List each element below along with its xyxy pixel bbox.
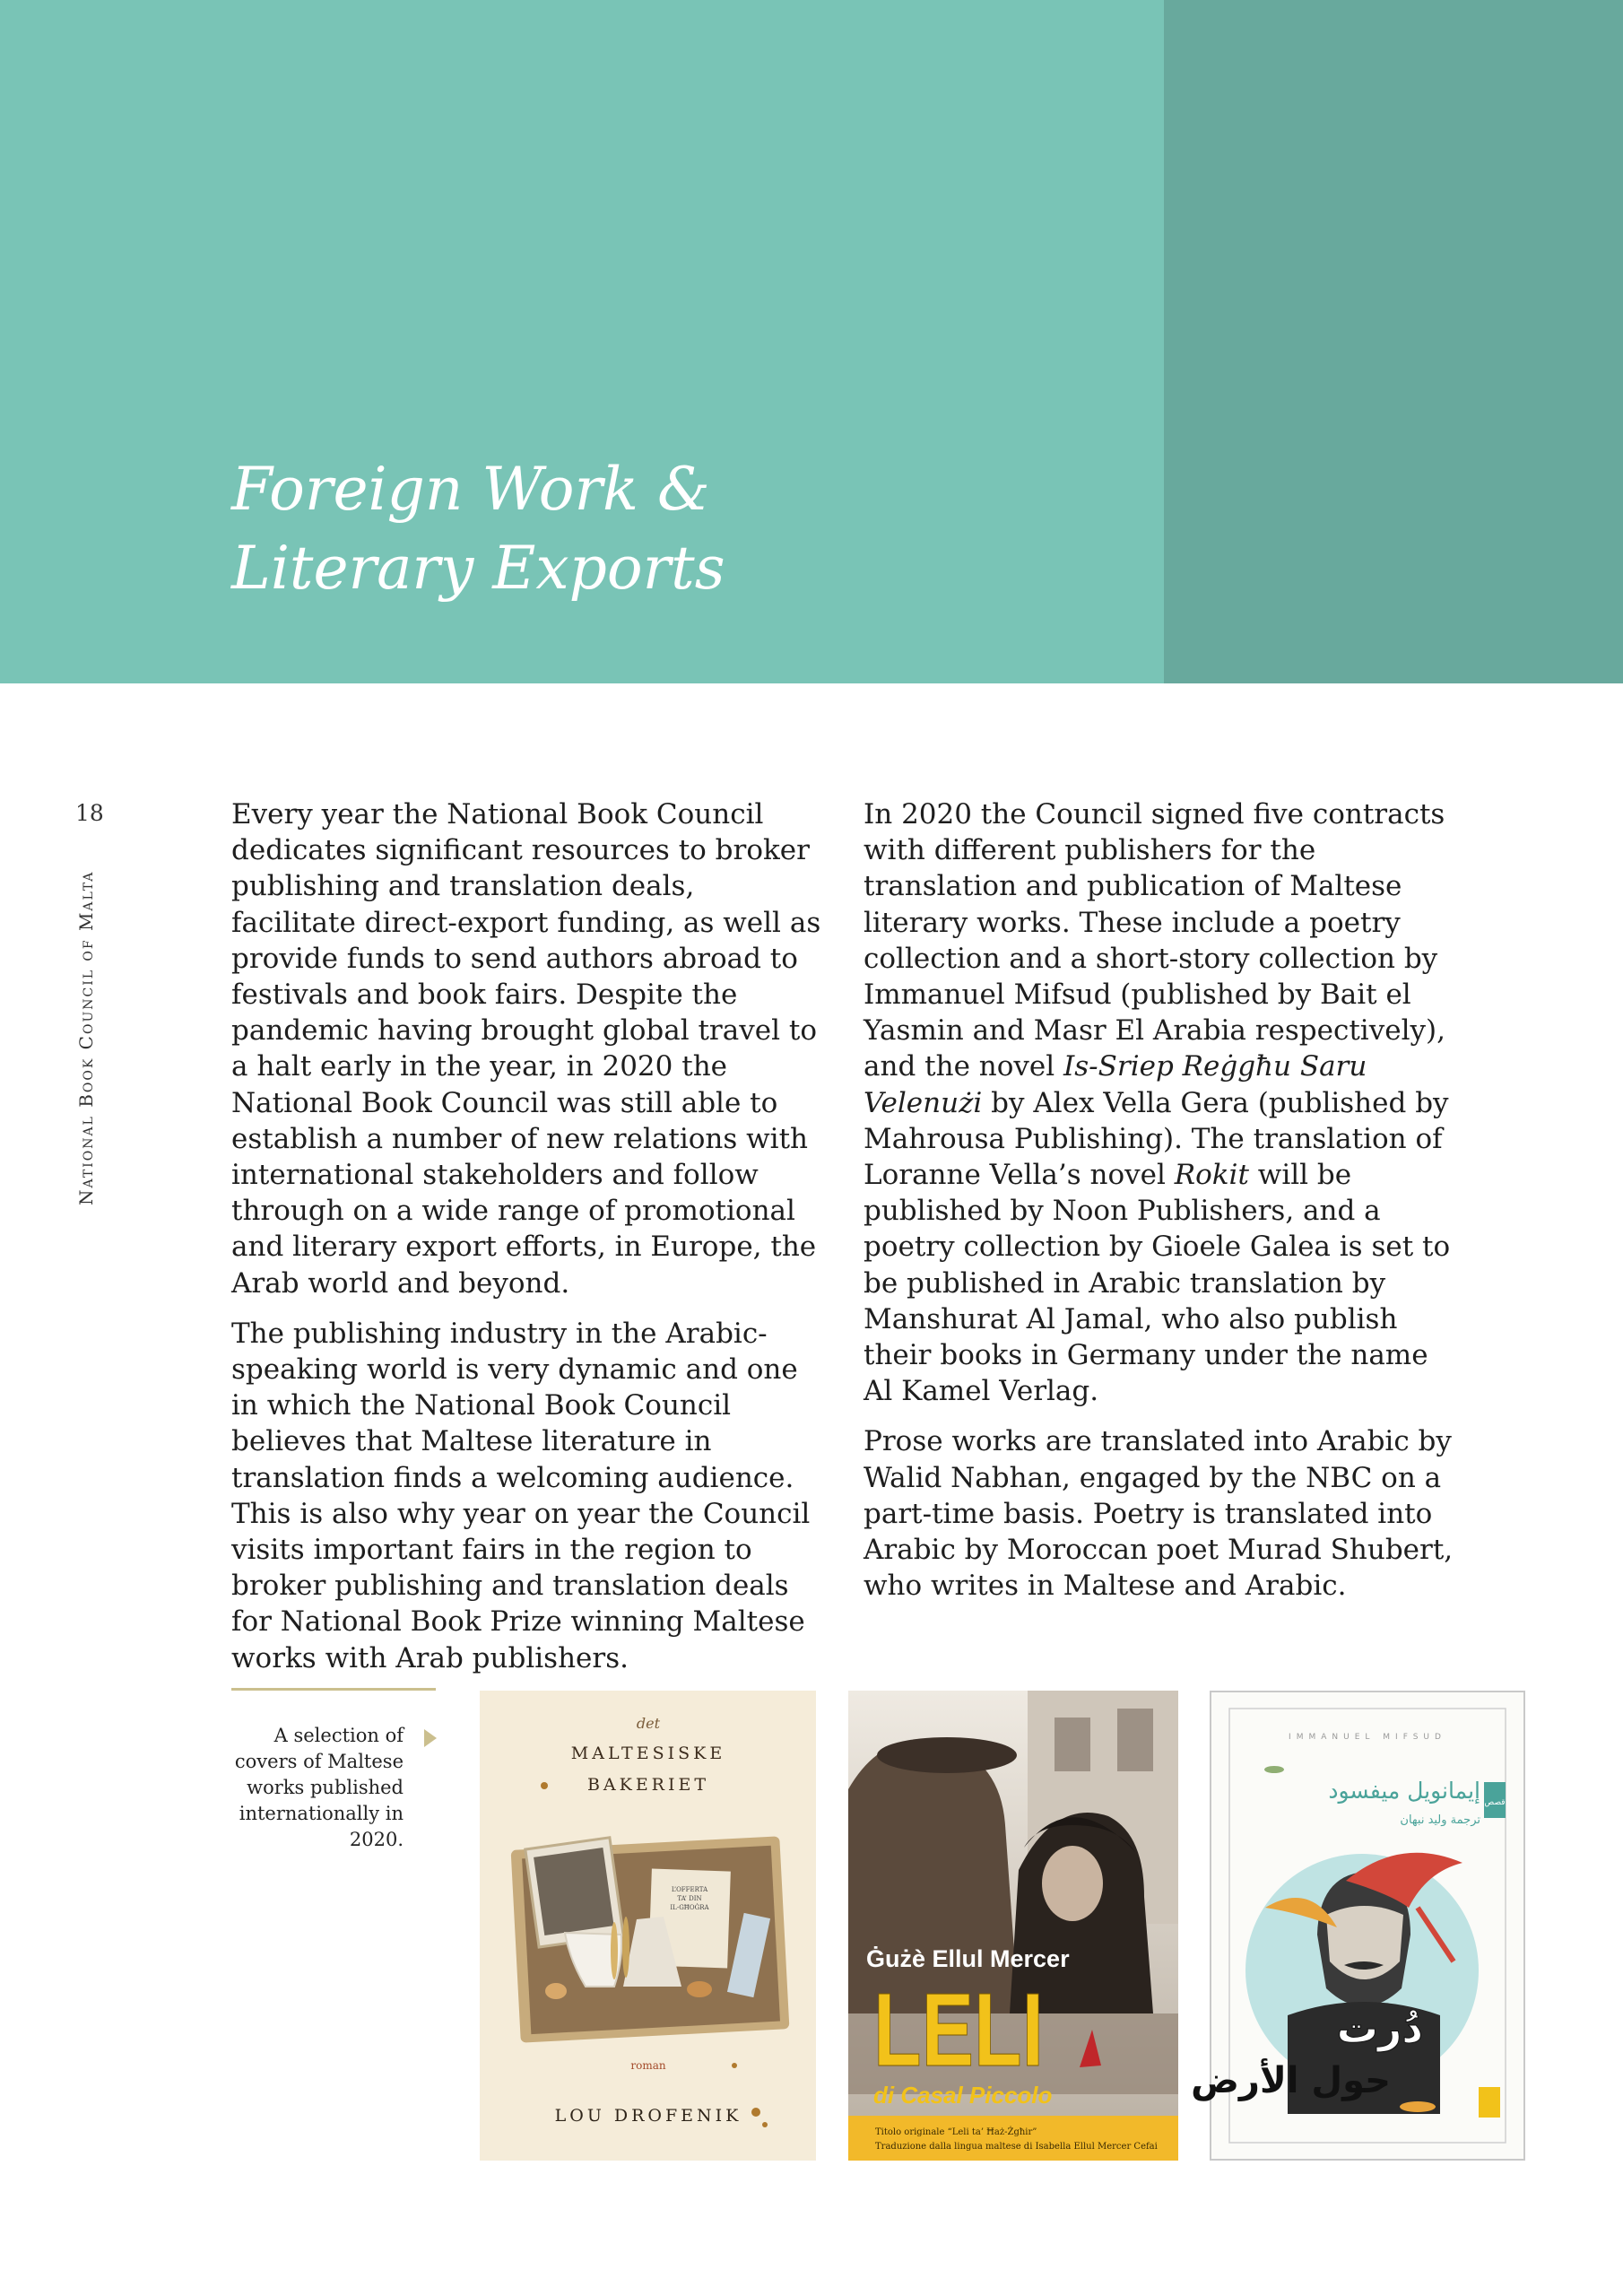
- page-title: [231, 450, 1038, 608]
- page-title-line-1: Foreign Work &: [231, 455, 710, 524]
- cover-pretitle: det: [636, 1715, 661, 1732]
- inner-book-label-2: TA’ DIN: [677, 1895, 702, 1902]
- paragraph: [864, 796, 1455, 1409]
- header-side-band: [1164, 0, 1623, 683]
- book-cover-maltesiske-bakeriet: [480, 1691, 816, 2161]
- cover-author-latin: IMMANUEL MIFSUD: [1289, 1733, 1446, 1742]
- text-run: by Alex Vella Gera (published by Mahrousa Publishing). The translation of Loranne Vella’s novel: [864, 1086, 1449, 1192]
- cover-art: [1191, 1692, 1523, 2159]
- cover-title-line-2: حول الأرض: [1191, 2060, 1391, 2101]
- book-cover-leli: [848, 1691, 1178, 2161]
- cover-title: LELI: [873, 1971, 1044, 2088]
- text-run: will be published by Noon Publishers, and a poetry collection by Gioele Galea is set to be published in Arabic translation by Manshurat Al Jamal, who also publish their books in Germany under the name Al Kamel Verlag.: [864, 1159, 1451, 1408]
- inner-book-label-3: IL-GĦOĠRA: [670, 1904, 709, 1911]
- book-title: Rokit: [1174, 1159, 1249, 1192]
- publisher-side-label: National Book Council of Malta: [75, 870, 97, 1205]
- cover-title-line-2: BAKERIET: [586, 1775, 710, 1795]
- paragraph: The publishing industry in the Arabic-speaking world is very dynamic and one in which the National Book Council believes that Maltese literature in translation finds a welcoming audience. This is also why year on year the Council visits important fairs in the region to broker publishing and translation deals for National Book Prize winning Maltese works with Arab publishers.: [231, 1317, 811, 1674]
- text-column-right: [864, 796, 1455, 1618]
- cover-genre: roman: [630, 2059, 666, 2072]
- book-title: Is-Sriep Reġgħu Saru Velenużi: [864, 1050, 1367, 1119]
- inner-book-label-1: L’OFFERTA: [671, 1886, 708, 1893]
- page-number: 18: [75, 800, 104, 826]
- cover-badge: قصص: [1484, 1798, 1506, 1807]
- page-title-line-2: Literary Exports: [231, 534, 725, 603]
- book-cover-arabic-edition: [1191, 1691, 1525, 2161]
- cover-author: Ġużè Ellul Mercer: [866, 1945, 1070, 1972]
- paragraph: Prose works are translated into Arabic by Walid Nabhan, engaged by the NBC on a part-time basis. Poetry is translated into Arabic by Moroccan poet Murad Shubert, who writes in Maltese and Arabic.: [864, 1425, 1454, 1603]
- cover-art: [480, 1691, 816, 2161]
- cover-note-line-2: Traduzione dalla lingua maltese di Isabella Ellul Mercer Cefai: [875, 2142, 1158, 2152]
- paragraph: Every year the National Book Council dedicates significant resources to broker publishing and translation deals, facilitate direct-export funding, as well as provide funds to send authors abroad to festivals and book fairs. Despite the pandemic having brought global travel to a halt early in the year, in 2020 the National Book Council was still able to establish a number of new relations with international stakeholders and follow through on a wide range of promotional and literary export efforts, in Europe, the Arab world and beyond.: [231, 798, 821, 1300]
- cover-author: LOU DROFENIK: [554, 2106, 742, 2126]
- cover-art: [848, 1691, 1178, 2161]
- cover-title-line-1: دُرت: [1336, 2004, 1423, 2052]
- cover-translator-arabic: ترجمة وليد نبهان: [1400, 1813, 1480, 1827]
- text-run: In 2020 the Council signed five contracts with different publishers for the translation and publication of Maltese literary works. These include a poetry collection and a short-story collection by Immanuel Mifsud (published by Bait el Yasmin and Masr El Arabia respectively), and the novel: [864, 798, 1445, 1083]
- caption-arrow-icon: [424, 1729, 437, 1747]
- cover-subtitle: di Casal Piccolo: [873, 2082, 1053, 2109]
- text-column-left: [231, 796, 823, 1691]
- cover-title-line-1: MALTESISKE: [570, 1744, 726, 1763]
- cover-author-arabic: إيمانويل ميفسود: [1328, 1778, 1480, 1804]
- figure-caption: A selection of covers of Maltese works published internationally in 2020.: [234, 1725, 404, 1850]
- cover-note-line-1: Titolo originale “Leli ta’ Ħaż-Żgħir”: [875, 2127, 1037, 2137]
- caption-rule: [231, 1688, 436, 1691]
